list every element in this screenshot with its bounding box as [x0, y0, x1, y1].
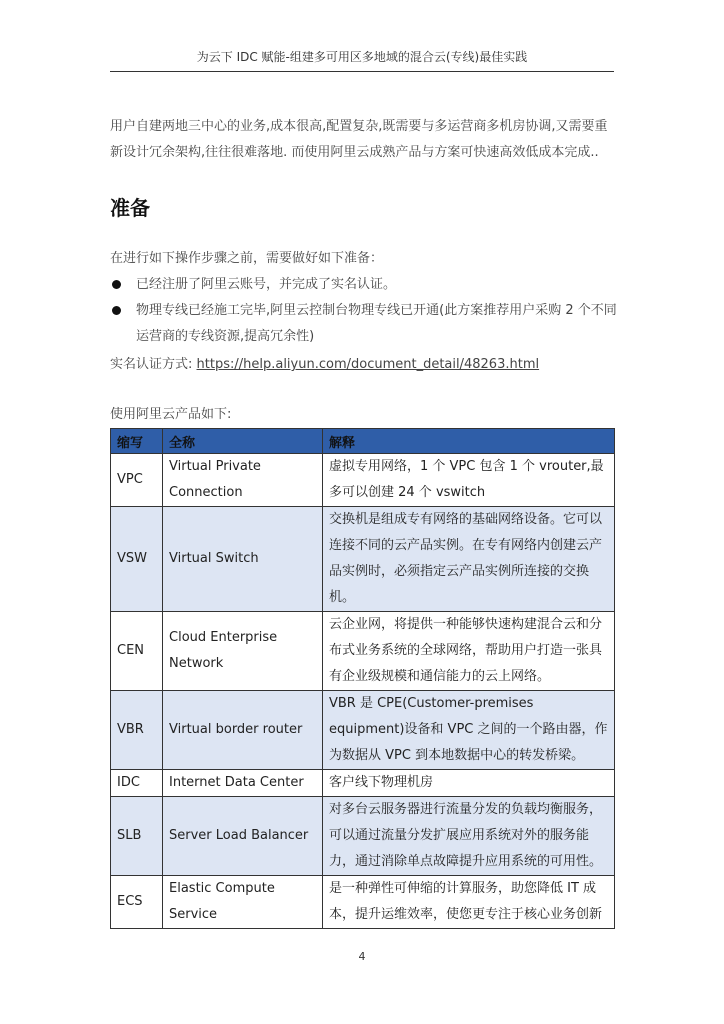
cell-description: 云企业网，将提供一种能够快速构建混合云和分布式业务系统的全球网络，帮助用户打造一张具有企业级规模和通信能力的云上网络。 [323, 612, 615, 691]
table-row [111, 454, 615, 507]
cell-full-name: Virtual Private Connection [163, 454, 323, 507]
prep-bullet-text: 物理专线已经施工完毕,阿里云控制台物理专线已开通(此方案推荐用户采购 2 个不同运营商的专线资源,提高冗余性) [136, 303, 617, 344]
prep-bullet-list [110, 272, 620, 350]
header-full-name: 全称 [163, 429, 323, 454]
prep-bullet-item [110, 298, 620, 350]
table-row [111, 691, 615, 770]
cell-description: 是一种弹性可伸缩的计算服务，助您降低 IT 成本，提升运维效率，使您更专注于核心业务创新 [323, 876, 615, 929]
cell-abbr: IDC [111, 770, 163, 797]
verify-link[interactable]: https://help.aliyun.com/document_detail/48263.html [196, 357, 540, 372]
page-header: 为云下 IDC 赋能-组建多可用区多地域的混合云(专线)最佳实践 [110, 48, 614, 72]
verify-label: 实名认证方式: [110, 357, 197, 372]
table-header-row [111, 429, 615, 454]
cell-full-name: Virtual Switch [163, 507, 323, 612]
cell-full-name: Cloud Enterprise Network [163, 612, 323, 691]
table-row [111, 876, 615, 929]
table-row [111, 797, 615, 876]
cell-description: 对多台云服务器进行流量分发的负载均衡服务，可以通过流量分发扩展应用系统对外的服务能力，通过消除单点故障提升应用系统的可用性。 [323, 797, 615, 876]
header-abbr: 缩写 [111, 429, 163, 454]
cell-abbr: ECS [111, 876, 163, 929]
header-description: 解释 [323, 429, 615, 454]
cell-description: 交换机是组成专有网络的基础网络设备。它可以连接不同的云产品实例。在专有网络内创建云产品实例时，必须指定云产品实例所连接的交换机。 [323, 507, 615, 612]
prep-lead-text: 在进行如下操作步骤之前，需要做好如下准备： [110, 251, 384, 266]
table-row [111, 770, 615, 797]
bullet-dot-icon [112, 306, 121, 315]
cell-description: 虚拟专用网络，1 个 VPC 包含 1 个 vrouter,最多可以创建 24 个 vswitch [323, 454, 615, 507]
page-number: 4 [358, 950, 366, 963]
cell-description: VBR 是 CPE(Customer-premises equipment)设备和 VPC 之间的一个路由器，作为数据从 VPC 到本地数据中心的转发桥梁。 [323, 691, 615, 770]
cell-abbr: VPC [111, 454, 163, 507]
section-heading-prep: 准备 [110, 196, 150, 220]
cell-full-name: Virtual border router [163, 691, 323, 770]
cell-full-name: Server Load Balancer [163, 797, 323, 876]
intro-paragraph: 用户自建两地三中心的业务,成本很高,配置复杂,既需要与多运营商多机房协调,又需要重新设计冗余架构,往往很难落地. 而使用阿里云成熟产品与方案可快速高效低成本完成.. [110, 119, 608, 160]
cell-full-name: Internet Data Center [163, 770, 323, 797]
cell-abbr: VBR [111, 691, 163, 770]
prep-bullet-text: 已经注册了阿里云账号，并完成了实名认证。 [136, 277, 397, 292]
bullet-dot-icon [112, 280, 121, 289]
table-row [111, 507, 615, 612]
products-table [110, 428, 615, 929]
table-caption: 使用阿里云产品如下: [110, 407, 232, 422]
cell-full-name: Elastic Compute Service [163, 876, 323, 929]
table-row [111, 612, 615, 691]
verify-line [110, 354, 539, 376]
cell-abbr: VSW [111, 507, 163, 612]
cell-abbr: SLB [111, 797, 163, 876]
cell-description: 客户线下物理机房 [323, 770, 615, 797]
prep-bullet-item [110, 272, 620, 298]
cell-abbr: CEN [111, 612, 163, 691]
